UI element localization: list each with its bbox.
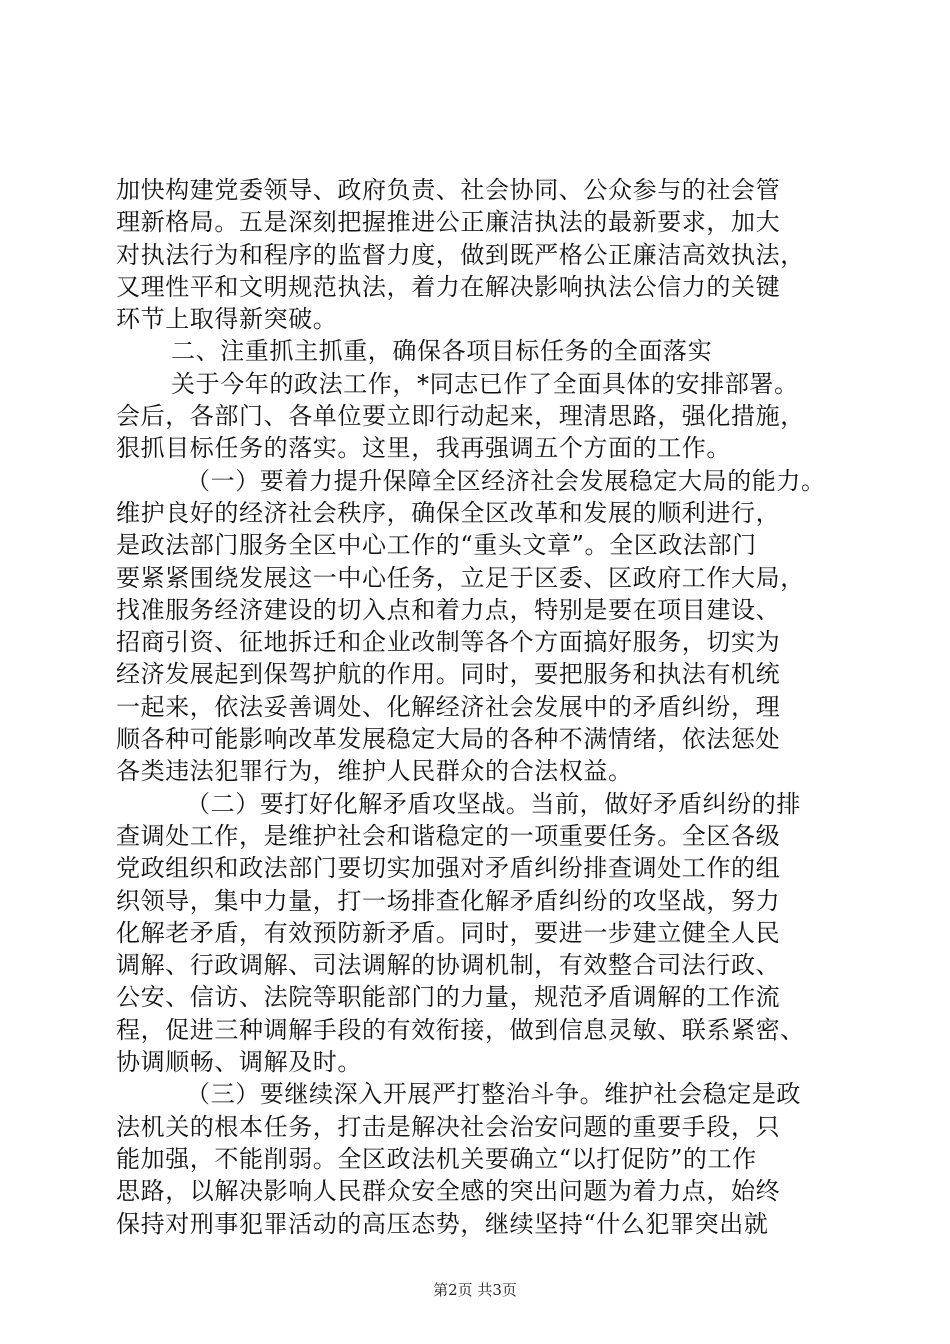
text-line: 经济发展起到保驾护航的作用。同时，要把服务和执法有机统 — [116, 660, 781, 689]
text-line: 找准服务经济建设的切入点和着力点，特别是要在项目建设、 — [116, 595, 781, 624]
text-line: 是政法部门服务全区中心工作的“重头文章”。全区政法部门 — [116, 531, 757, 560]
text-line: 织领导，集中力量，打一场排查化解矛盾纠纷的攻坚战，努力 — [116, 886, 781, 915]
paragraph-first-line: 关于今年的政法工作，*同志已作了全面具体的安排部署。 — [171, 369, 799, 398]
text-line: 思路，以解决影响人民群众安全感的突出问题为着力点，始终 — [116, 1177, 781, 1206]
text-line: 加快构建党委领导、政府负责、社会协同、公众参与的社会管 — [116, 176, 781, 204]
text-line: 程，促进三种调解手段的有效衔接，做到信息灵敏、联系紧密、 — [116, 1015, 805, 1044]
text-line: 顺各种可能影响改革发展稳定大局的各种不满情绪，依法惩处 — [116, 725, 781, 754]
text-line: 保持对刑事犯罪活动的高压态势，继续坚持“什么犯罪突出就 — [116, 1209, 769, 1238]
text-line: 调解、行政调解、司法调解的协调机制，有效整合司法行政、 — [116, 951, 781, 980]
text-line: 理新格局。五是深刻把握推进公正廉洁执法的最新要求，加大 — [116, 208, 781, 237]
text-line: 各类违法犯罪行为，维护人民群众的合法权益。 — [116, 757, 633, 786]
text-line: 环节上取得新突破。 — [116, 305, 338, 334]
document-body — [116, 174, 836, 1240]
page-number-footer: 第2页 共3页 — [433, 1281, 517, 1299]
text-line: 协调顺畅、调解及时。 — [116, 1048, 362, 1077]
text-line: 化解老矛盾，有效预防新矛盾。同时，要进一步建立健全人民 — [116, 918, 781, 947]
text-line: 招商引资、征地拆迁和企业改制等各个方面搞好服务，切实为 — [116, 628, 781, 657]
text-line: 又理性平和文明规范执法，着力在解决影响执法公信力的关键 — [116, 272, 781, 301]
text-line: 对执法行为和程序的监督力度，做到既严格公正廉洁高效执法， — [116, 240, 805, 269]
text-line: 要紧紧围绕发展这一中心任务，立足于区委、区政府工作大局， — [116, 563, 805, 592]
subsection-heading-2: （二）要打好化解矛盾攻坚战。当前，做好矛盾纠纷的排 — [186, 789, 801, 818]
text-line: 一起来，依法妥善调处、化解经济社会发展中的矛盾纠纷，理 — [116, 692, 781, 721]
subsection-heading-1: （一）要着力提升保障全区经济社会发展稳定大局的能力。 — [186, 466, 826, 495]
subsection-heading-3: （三）要继续深入开展严打整治斗争。维护社会稳定是政 — [186, 1080, 801, 1109]
text-line: 狠抓目标任务的落实。这里，我再强调五个方面的工作。 — [116, 434, 731, 463]
text-line: 公安、信访、法院等职能部门的力量，规范矛盾调解的工作流 — [116, 983, 781, 1012]
text-line: 能加强，不能削弱。全区政法机关要确立“以打促防”的工作 — [116, 1144, 757, 1173]
text-line: 会后，各部门、各单位要立即行动起来，理清思路，强化措施， — [116, 402, 805, 431]
text-line: 党政组织和政法部门要切实加强对矛盾纠纷排查调处工作的组 — [116, 854, 781, 883]
text-line: 维护良好的经济社会秩序，确保全区改革和发展的顺利进行， — [116, 498, 781, 527]
text-line: 法机关的根本任务，打击是解决社会治安问题的重要手段，只 — [116, 1112, 781, 1141]
section-heading: 二、注重抓主抓重，确保各项目标任务的全面落实 — [171, 337, 713, 366]
text-line: 查调处工作，是维护社会和谐稳定的一项重要任务。全区各级 — [116, 821, 781, 850]
